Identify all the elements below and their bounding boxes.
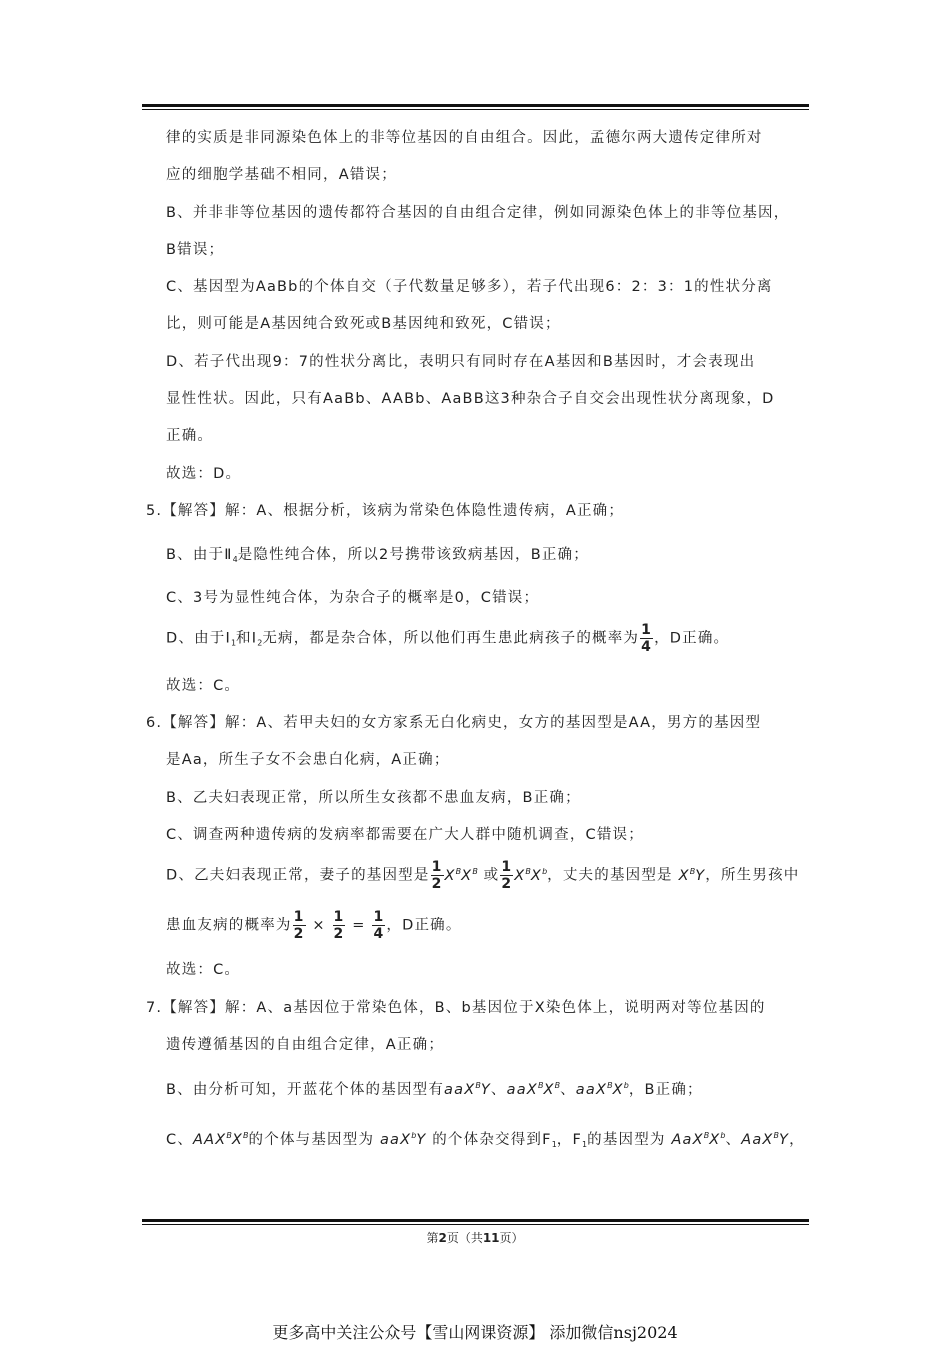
text-line: 显性性状。因此，只有AaBb、AABb、AaBB这3种杂合子自交会出现性状分离现象，D [166,391,775,407]
answer-7-line: 遗传遵循基因的自由组合定律，A正确； [166,1037,445,1053]
answer-7-line: B、由分析可知，开蓝花个体的基因型有aaX$^B$Y、$aaX^BX^B$、$aaX^BX^b$，B正确； [166,1081,703,1098]
fraction: $\frac{1}{2}$ [293,909,305,942]
promo-text: 更多高中关注公众号【雪山网课资源】 添加微信nsj2024 [272,1323,678,1342]
answer-5-line: 故选：C。 [166,678,241,694]
answer-6-line: 是Aa，所生子女不会患白化病，A正确； [166,752,450,768]
answer-6-line: 患血友病的概率为 $\frac{1}{2}$ × $\frac{1}{2}$ = $\frac{1}{4}$ ，D正确。 [166,909,462,942]
text-line: B、并非非等位基因的遗传都符合基因的自由组合定律，例如同源染色体上的非等位基因， [166,205,790,221]
answer-5-line: 5.【解答】解：A、根据分析，该病为常染色体隐性遗传病，A正确； [146,503,625,519]
answer-6-line: D、乙夫妇表现正常，妻子的基因型是 $\frac{1}{2}$ $X^BX^B$ 或 $\frac{1}{2}$ $X^BX^b$，丈夫的基因型是 $X^BY$，所生男孩中 [166,859,800,892]
text-line: 律的实质是非同源染色体上的非等位基因的自由组合。因此，孟德尔两大遗传定律所对 [166,130,763,146]
answer-5-line: D、由于$Ⅰ_1$和$Ⅰ_2$无病，都是杂合体，所以他们再生患此病孩子的概率为 $\frac{1}{4}$ ，D正确。 [166,622,730,655]
text-line: 故选：D。 [166,466,242,482]
answer-6-line: B、乙夫妇表现正常，所以所生女孩都不患血友病，B正确； [166,790,581,806]
text-line: 正确。 [166,428,214,444]
text-line: D、若子代出现9：7的性状分离比，表明只有同时存在A基因和B基因时，才会表现出 [166,354,756,370]
page-number: 第2页（共11页） [426,1231,524,1245]
answer-7-line: C、$AAX^BX^B$的个体与基因型为 aaX$^b$Y 的个体杂交得到$F_1$，$F_1$的基因型为 $AaX^BX^b$、AaX$^B$Y， [166,1131,805,1149]
text-line: C、基因型为AaBb的个体自交（子代数量足够多），若子代出现6：2：3：1的性状分离 [166,279,773,295]
fraction: $\frac{1}{4}$ [641,622,653,655]
fraction: $\frac{1}{2}$ [333,909,345,942]
footer-rule [142,1219,809,1225]
answer-6-line: 故选：C。 [166,962,241,978]
fraction: $\frac{1}{2}$ [501,859,513,892]
answer-7-line: 7.【解答】解：A、a基因位于常染色体，B、b基因位于X染色体上，说明两对等位基因的 [146,1000,766,1016]
header-rule [142,104,809,110]
answer-6-line: 6.【解答】解：A、若甲夫妇的女方家系无白化病史，女方的基因型是AA，男方的基因型 [146,715,762,731]
text-line: 比，则可能是A基因纯合致死或B基因纯和致死，C错误； [166,316,561,332]
fraction: $\frac{1}{2}$ [431,859,443,892]
text-line: B错误； [166,242,225,258]
text-line: 应的细胞学基础不相同，A错误； [166,167,397,183]
fraction: $\frac{1}{4}$ [373,909,385,942]
answer-6-line: C、调查两种遗传病的发病率都需要在广大人群中随机调查，C错误； [166,827,644,843]
answer-5-line: B、由于$Ⅱ_4$是隐性纯合体，所以2号携带该致病基因，B正确； [166,547,589,564]
answer-5-line: C、3号为显性纯合体，为杂合子的概率是0，C错误； [166,590,540,606]
